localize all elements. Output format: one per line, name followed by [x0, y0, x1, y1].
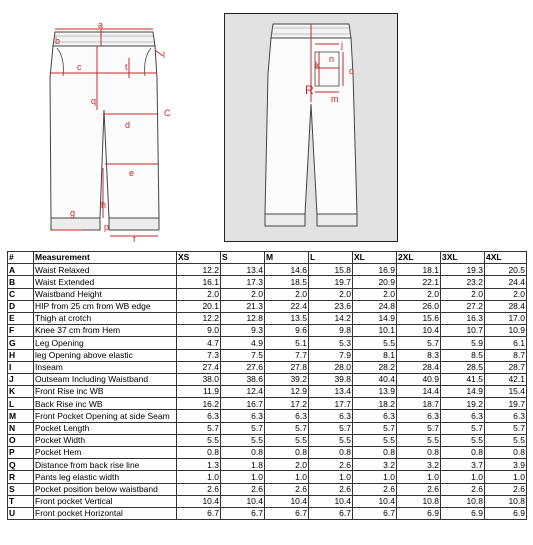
size-value: 5.7 — [353, 422, 397, 434]
size-value: 18.5 — [265, 276, 309, 288]
size-value: 12.8 — [221, 312, 265, 324]
header-4xl: 4XL — [485, 252, 527, 264]
back-label-m: m — [331, 94, 339, 104]
size-value: 6.3 — [397, 410, 441, 422]
size-value: 5.7 — [221, 422, 265, 434]
size-value: 12.4 — [221, 386, 265, 398]
size-value: 2.6 — [397, 483, 441, 495]
size-value: 14.2 — [309, 312, 353, 324]
size-value: 9.0 — [177, 325, 221, 337]
front-label-f: f — [133, 234, 136, 243]
table-body — [8, 264, 527, 520]
header-xl: XL — [353, 252, 397, 264]
size-value: 8.3 — [397, 349, 441, 361]
size-value: 14.9 — [353, 312, 397, 324]
back-label-o: o — [349, 66, 355, 76]
size-value: 3.2 — [353, 459, 397, 471]
row-letter: Q — [8, 459, 34, 471]
size-value: 16.7 — [221, 398, 265, 410]
size-value: 5.5 — [397, 434, 441, 446]
size-value: 17.7 — [309, 398, 353, 410]
size-value: 5.5 — [353, 337, 397, 349]
size-value: 19.7 — [309, 276, 353, 288]
measurement-name: leg Opening above elastic — [34, 349, 177, 361]
size-value: 10.8 — [397, 495, 441, 507]
size-value: 6.3 — [265, 410, 309, 422]
size-value: 2.0 — [441, 288, 485, 300]
size-value: 6.7 — [353, 507, 397, 519]
size-value: 16.2 — [177, 398, 221, 410]
size-value: 1.8 — [221, 459, 265, 471]
measurement-name: Front pocket Horizontal — [34, 507, 177, 519]
size-value: 6.9 — [441, 507, 485, 519]
size-value: 5.7 — [265, 422, 309, 434]
table-row — [8, 471, 527, 483]
size-value: 5.7 — [397, 422, 441, 434]
size-value: 10.7 — [441, 325, 485, 337]
row-letter: G — [8, 337, 34, 349]
size-value: 2.0 — [485, 288, 527, 300]
size-value: 28.0 — [309, 361, 353, 373]
size-value: 1.0 — [309, 471, 353, 483]
size-value: 2.6 — [309, 459, 353, 471]
size-value: 5.7 — [177, 422, 221, 434]
size-value: 18.2 — [353, 398, 397, 410]
size-value: 9.6 — [265, 325, 309, 337]
size-value: 2.6 — [485, 483, 527, 495]
size-value: 15.8 — [309, 264, 353, 276]
size-value: 2.0 — [309, 288, 353, 300]
size-value: 14.4 — [397, 386, 441, 398]
size-value: 9.3 — [221, 325, 265, 337]
size-value: 40.4 — [353, 373, 397, 385]
size-value: 20.9 — [353, 276, 397, 288]
size-value: 18.7 — [397, 398, 441, 410]
measurement-name: Front Rise inc WB — [34, 386, 177, 398]
front-right-cuff — [109, 218, 159, 230]
size-value: 14.9 — [441, 386, 485, 398]
size-value: 7.9 — [309, 349, 353, 361]
size-value: 18.1 — [397, 264, 441, 276]
row-letter: I — [8, 361, 34, 373]
size-value: 0.8 — [309, 447, 353, 459]
size-value: 20.5 — [485, 264, 527, 276]
row-letter: K — [8, 386, 34, 398]
size-value: 1.0 — [441, 471, 485, 483]
size-value: 6.7 — [177, 507, 221, 519]
size-value: 6.7 — [265, 507, 309, 519]
header-2xl: 2XL — [397, 252, 441, 264]
size-value: 3.2 — [397, 459, 441, 471]
front-label-b: b — [55, 36, 61, 46]
header-measurement: Measurement — [34, 252, 177, 264]
table-row — [8, 300, 527, 312]
row-letter: L — [8, 398, 34, 410]
header-index: # — [8, 252, 34, 264]
header-m: M — [265, 252, 309, 264]
size-value: 2.0 — [353, 288, 397, 300]
header-xs: XS — [177, 252, 221, 264]
size-value: 10.4 — [265, 495, 309, 507]
size-value: 6.3 — [309, 410, 353, 422]
size-spec-table — [7, 251, 527, 520]
size-value: 28.4 — [397, 361, 441, 373]
front-label-q: q — [91, 96, 97, 106]
size-value: 6.3 — [353, 410, 397, 422]
size-value: 11.9 — [177, 386, 221, 398]
size-value: 39.8 — [309, 373, 353, 385]
row-letter: M — [8, 410, 34, 422]
size-value: 19.3 — [441, 264, 485, 276]
measurement-name: Distance from back rise line — [34, 459, 177, 471]
measurement-name: Back Rise inc WB — [34, 398, 177, 410]
size-value: 0.8 — [485, 447, 527, 459]
front-label-C: C — [164, 108, 171, 118]
size-value: 9.8 — [309, 325, 353, 337]
table-row — [8, 410, 527, 422]
size-value: 8.1 — [353, 349, 397, 361]
size-value: 27.8 — [265, 361, 309, 373]
size-value: 17.2 — [265, 398, 309, 410]
table-row — [8, 337, 527, 349]
size-value: 5.9 — [441, 337, 485, 349]
table-row — [8, 361, 527, 373]
row-letter: R — [8, 471, 34, 483]
size-value: 5.7 — [309, 422, 353, 434]
size-value: 1.0 — [353, 471, 397, 483]
size-value: 22.1 — [397, 276, 441, 288]
front-label-e: e — [129, 168, 135, 178]
size-value: 2.0 — [221, 288, 265, 300]
size-value: 28.4 — [485, 300, 527, 312]
back-label-k: k — [315, 60, 320, 70]
size-value: 4.9 — [221, 337, 265, 349]
size-value: 10.8 — [441, 495, 485, 507]
row-letter: P — [8, 447, 34, 459]
size-value: 21.3 — [221, 300, 265, 312]
row-letter: T — [8, 495, 34, 507]
size-value: 13.4 — [221, 264, 265, 276]
back-label-j: j — [341, 40, 343, 50]
back-view-sketch — [224, 13, 398, 242]
size-value: 7.3 — [177, 349, 221, 361]
table-row — [8, 422, 527, 434]
header-3xl: 3XL — [441, 252, 485, 264]
size-value: 38.0 — [177, 373, 221, 385]
size-value: 17.0 — [485, 312, 527, 324]
row-letter: O — [8, 434, 34, 446]
table-row — [8, 349, 527, 361]
size-value: 6.3 — [221, 410, 265, 422]
front-label-d: d — [125, 120, 131, 130]
size-value: 2.0 — [265, 288, 309, 300]
size-value: 39.2 — [265, 373, 309, 385]
size-value: 20.1 — [177, 300, 221, 312]
size-value: 2.0 — [177, 288, 221, 300]
size-value: 6.9 — [397, 507, 441, 519]
measurement-name: Inseam — [34, 361, 177, 373]
row-letter: F — [8, 325, 34, 337]
front-left-cuff — [51, 218, 100, 230]
row-letter: N — [8, 422, 34, 434]
size-value: 24.8 — [353, 300, 397, 312]
size-value: 1.0 — [177, 471, 221, 483]
size-value: 3.7 — [441, 459, 485, 471]
size-value: 0.8 — [221, 447, 265, 459]
size-value: 5.5 — [353, 434, 397, 446]
size-value: 5.5 — [177, 434, 221, 446]
header-s: S — [221, 252, 265, 264]
size-value: 10.8 — [485, 495, 527, 507]
row-letter: H — [8, 349, 34, 361]
front-view-sketch — [45, 18, 175, 243]
size-value: 5.7 — [485, 422, 527, 434]
size-value: 17.3 — [221, 276, 265, 288]
measurement-name: Waist Relaxed — [34, 264, 177, 276]
size-value: 5.5 — [309, 434, 353, 446]
row-letter: J — [8, 373, 34, 385]
size-value: 22.4 — [265, 300, 309, 312]
measurement-name: Thigh at crotch — [34, 312, 177, 324]
measurement-name: Waistband Height — [34, 288, 177, 300]
size-value: 6.3 — [441, 410, 485, 422]
size-value: 10.1 — [353, 325, 397, 337]
table-row — [8, 312, 527, 324]
table-row — [8, 264, 527, 276]
measurement-name: Leg Opening — [34, 337, 177, 349]
measurement-name: Front Pocket Opening at side Seam — [34, 410, 177, 422]
measurement-name: Knee 37 cm from Hem — [34, 325, 177, 337]
size-value: 2.6 — [353, 483, 397, 495]
size-value: 5.3 — [309, 337, 353, 349]
size-value: 1.0 — [485, 471, 527, 483]
size-value: 5.1 — [265, 337, 309, 349]
size-value: 12.2 — [177, 264, 221, 276]
size-value: 19.7 — [485, 398, 527, 410]
measurement-name: Waist Extended — [34, 276, 177, 288]
size-value: 10.4 — [353, 495, 397, 507]
size-value: 6.3 — [485, 410, 527, 422]
row-letter: C — [8, 288, 34, 300]
size-value: 0.8 — [353, 447, 397, 459]
table-row — [8, 325, 527, 337]
size-value: 5.7 — [441, 422, 485, 434]
size-value: 10.4 — [177, 495, 221, 507]
table-row — [8, 276, 527, 288]
size-value: 2.6 — [221, 483, 265, 495]
size-value: 3.9 — [485, 459, 527, 471]
size-value: 4.7 — [177, 337, 221, 349]
size-value: 0.8 — [265, 447, 309, 459]
size-value: 2.0 — [265, 459, 309, 471]
size-value: 6.7 — [221, 507, 265, 519]
table-row — [8, 288, 527, 300]
size-value: 23.2 — [441, 276, 485, 288]
size-value: 10.4 — [309, 495, 353, 507]
size-value: 26.0 — [397, 300, 441, 312]
measurement-name: Pants leg elastic width — [34, 471, 177, 483]
size-value: 2.0 — [397, 288, 441, 300]
size-value: 23.6 — [309, 300, 353, 312]
front-label-c: c — [77, 62, 82, 72]
size-value: 5.5 — [441, 434, 485, 446]
back-label-n: n — [329, 54, 335, 64]
size-value: 5.5 — [265, 434, 309, 446]
measurement-name: Pocket Hem — [34, 447, 177, 459]
size-value: 0.8 — [397, 447, 441, 459]
front-label-p: p — [104, 222, 110, 232]
size-value: 1.0 — [221, 471, 265, 483]
size-value: 15.6 — [397, 312, 441, 324]
table-row — [8, 398, 527, 410]
size-value: 15.4 — [485, 386, 527, 398]
size-value: 1.0 — [397, 471, 441, 483]
size-value: 42.1 — [485, 373, 527, 385]
measurement-name: Pocket Length — [34, 422, 177, 434]
size-value: 13.5 — [265, 312, 309, 324]
size-value: 5.7 — [397, 337, 441, 349]
size-value: 38.6 — [221, 373, 265, 385]
header-l: L — [309, 252, 353, 264]
size-value: 0.8 — [177, 447, 221, 459]
table-header-row — [8, 252, 527, 264]
row-letter: B — [8, 276, 34, 288]
back-label-R: R — [305, 83, 314, 97]
size-value: 13.4 — [309, 386, 353, 398]
table-row — [8, 373, 527, 385]
size-value: 6.9 — [485, 507, 527, 519]
size-value: 8.5 — [441, 349, 485, 361]
size-value: 7.7 — [265, 349, 309, 361]
row-letter: S — [8, 483, 34, 495]
size-value: 1.3 — [177, 459, 221, 471]
size-value: 1.0 — [265, 471, 309, 483]
size-value: 27.4 — [177, 361, 221, 373]
size-value: 16.1 — [177, 276, 221, 288]
table-row — [8, 507, 527, 519]
size-value: 28.5 — [441, 361, 485, 373]
size-value: 10.9 — [485, 325, 527, 337]
size-value: 2.6 — [265, 483, 309, 495]
size-value: 2.6 — [309, 483, 353, 495]
front-label-l: l — [163, 50, 165, 60]
front-label-g: g — [70, 208, 76, 218]
size-value: 13.9 — [353, 386, 397, 398]
measurement-name: Outseam Including Waistband — [34, 373, 177, 385]
front-label-t: t — [125, 62, 128, 72]
measurement-name: Pocket Width — [34, 434, 177, 446]
table-row — [8, 386, 527, 398]
size-value: 6.1 — [485, 337, 527, 349]
front-label-a: a — [98, 20, 104, 30]
size-value: 2.6 — [441, 483, 485, 495]
size-value: 40.9 — [397, 373, 441, 385]
row-letter: E — [8, 312, 34, 324]
size-value: 6.3 — [177, 410, 221, 422]
size-value: 19.2 — [441, 398, 485, 410]
measurement-name: HIP from 25 cm from WB edge — [34, 300, 177, 312]
front-label-h: h — [101, 200, 107, 210]
size-value: 16.3 — [441, 312, 485, 324]
row-letter: D — [8, 300, 34, 312]
table-row — [8, 447, 527, 459]
size-value: 41.5 — [441, 373, 485, 385]
size-value: 27.2 — [441, 300, 485, 312]
size-value: 27.6 — [221, 361, 265, 373]
size-value: 7.5 — [221, 349, 265, 361]
size-value: 10.4 — [221, 495, 265, 507]
measurement-name: Pocket position below waistband — [34, 483, 177, 495]
row-letter: U — [8, 507, 34, 519]
size-value: 16.9 — [353, 264, 397, 276]
size-value: 5.5 — [221, 434, 265, 446]
size-value: 0.8 — [441, 447, 485, 459]
size-value: 12.9 — [265, 386, 309, 398]
size-value: 24.4 — [485, 276, 527, 288]
size-value: 2.6 — [177, 483, 221, 495]
size-value: 6.7 — [309, 507, 353, 519]
front-pant-outline — [50, 46, 159, 218]
row-letter: A — [8, 264, 34, 276]
size-value: 28.7 — [485, 361, 527, 373]
size-value: 10.4 — [397, 325, 441, 337]
table-row — [8, 459, 527, 471]
size-value: 12.2 — [177, 312, 221, 324]
size-value: 14.6 — [265, 264, 309, 276]
size-value: 28.2 — [353, 361, 397, 373]
measurement-name: Front pocket Vertical — [34, 495, 177, 507]
table-row — [8, 483, 527, 495]
table-row — [8, 495, 527, 507]
table-row — [8, 434, 527, 446]
size-value: 8.7 — [485, 349, 527, 361]
front-waistband — [53, 32, 155, 46]
size-value: 5.5 — [485, 434, 527, 446]
